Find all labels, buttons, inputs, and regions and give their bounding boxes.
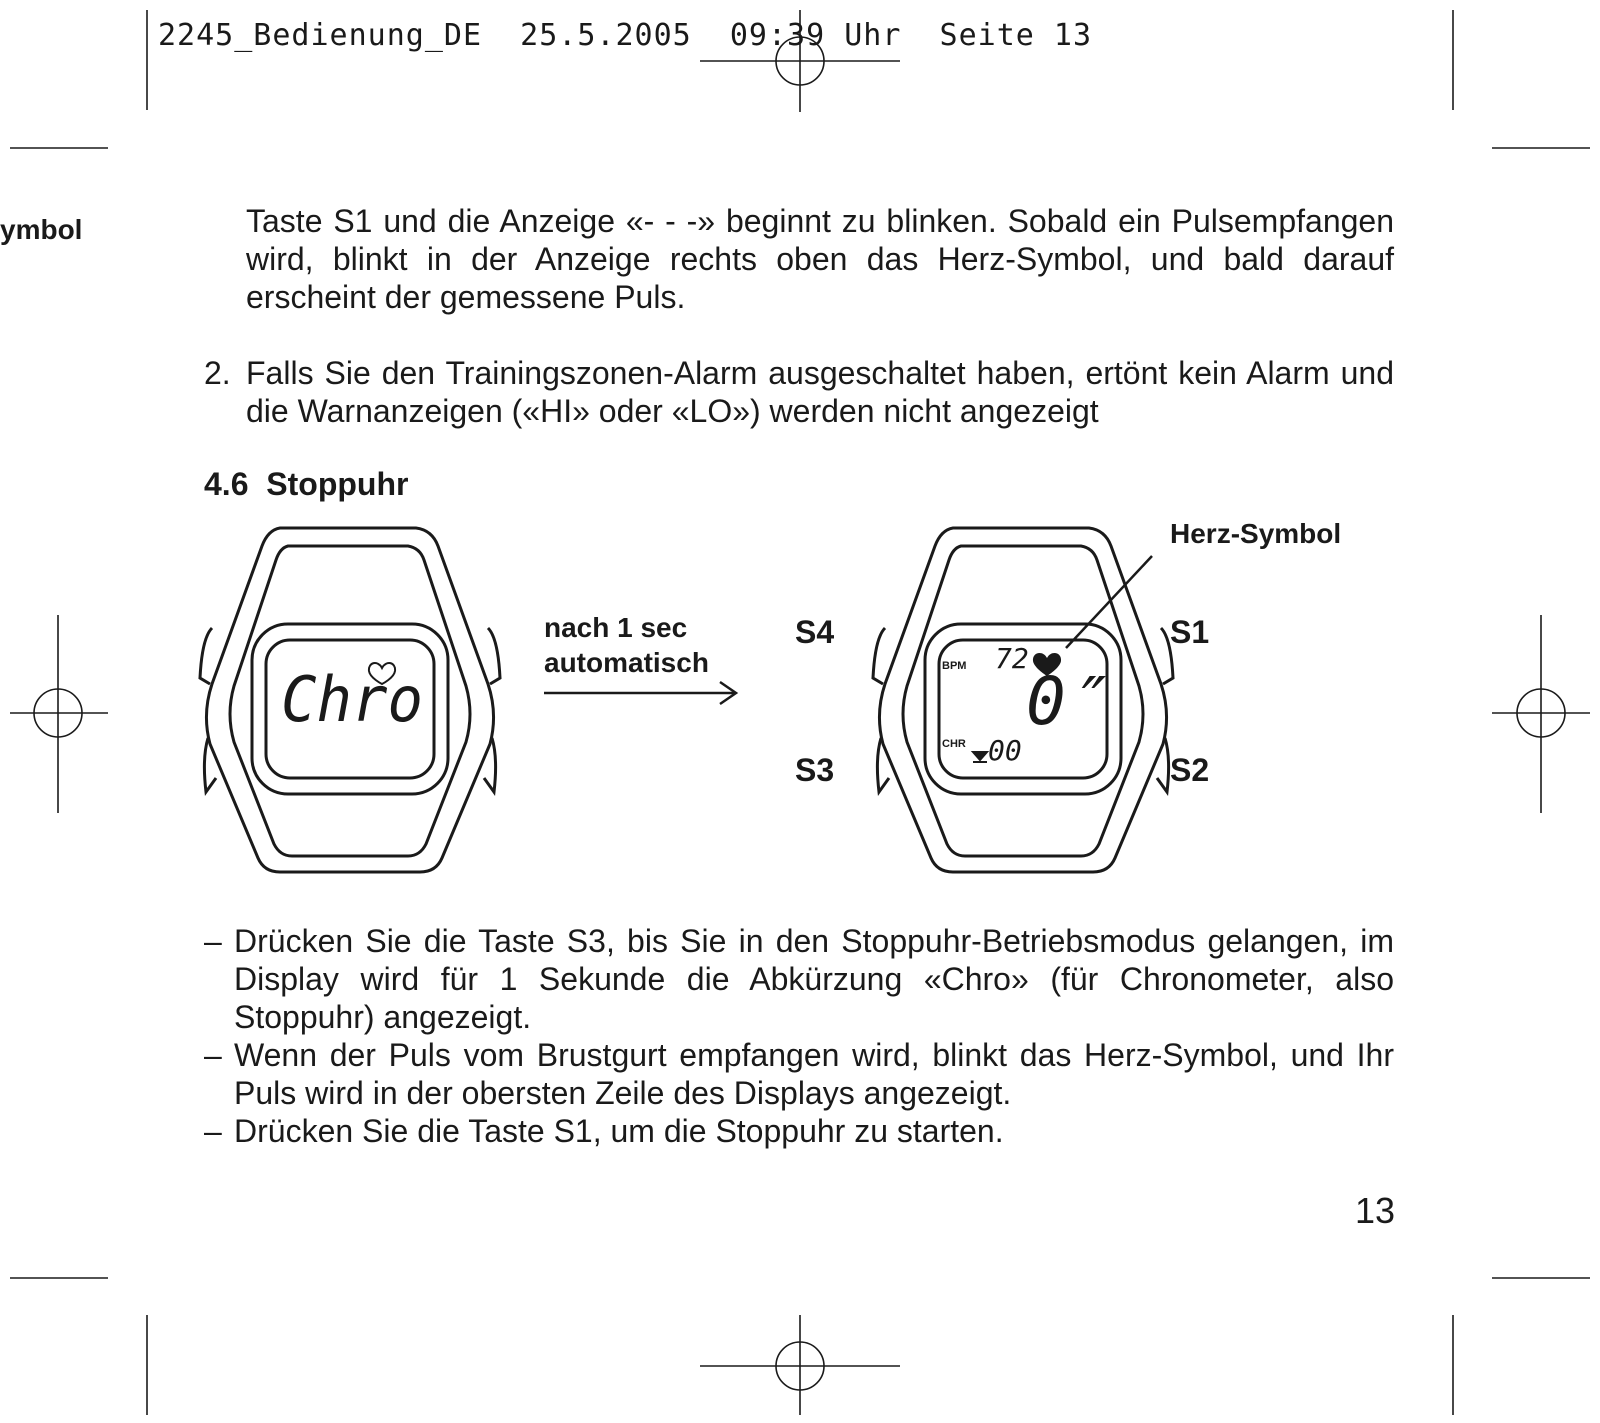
arrow-label-line1: nach 1 sec (544, 612, 688, 643)
list-item (204, 922, 1394, 1036)
button-label-s1: S1 (1170, 614, 1210, 650)
list-item-text: Wenn der Puls vom Brustgurt empfangen wird, blinkt das Herz-Symbol, und Ihr Puls wird in der obersten Zeile des Displays angezeigt. (234, 1037, 1394, 1111)
page-number: 13 (1355, 1190, 1396, 1231)
section-number: 4.6 (204, 466, 249, 502)
button-label-s2: S2 (1170, 752, 1210, 788)
watch-right-pulse-value: 72 (995, 642, 1029, 675)
arrow-label-line2: automatisch (544, 647, 709, 678)
list-item-text: Drücken Sie die Taste S3, bis Sie in den Stoppuhr-Betriebsmodus gelangen, im Display wird für 1 Sekunde die Abkürzung «Chro» (für Chronometer, also Stoppuhr) angezeigt. (234, 923, 1394, 1035)
transition-arrow (544, 682, 736, 704)
item-text: Falls Sie den Trainingszonen-Alarm ausgeschaltet haben, ertönt kein Alarm und die Warnanzeigen («HI» oder «LO») werden nicht angezeigt (246, 355, 1394, 429)
watch-right-bottom-value: 00 (988, 734, 1022, 767)
list-dash: – (204, 923, 222, 959)
slug-date: 25.5.2005 (520, 18, 692, 53)
slug-time: 09:39 Uhr (729, 18, 902, 53)
slug-file: 2245_Bedienung_DE (158, 18, 483, 53)
side-label: ymbol (0, 214, 83, 245)
watch-right-chr-label: CHR (942, 738, 966, 750)
watch-right (873, 528, 1173, 872)
item-number: 2. (204, 355, 231, 391)
list-item (204, 1112, 1394, 1150)
watch-left-display-text: Chro (281, 663, 423, 736)
button-label-s3: S3 (795, 752, 835, 788)
button-label-s4: S4 (795, 614, 835, 650)
watch-right-seconds-value: 0″ (1026, 663, 1106, 740)
paragraph-intro-text: Taste S1 und die Anzeige «- - -» beginnt zu blinken. Sobald ein Pulsempfangen wird, blinkt in der Anzeige rechts oben das Herz-Symbol, und bald darauf erscheint der gemessene Puls. (246, 203, 1394, 315)
list-dash: – (204, 1037, 222, 1073)
heart-symbol-label: Herz-Symbol (1170, 518, 1342, 549)
watch-right-bpm-label: BPM (942, 660, 967, 672)
instruction-list (204, 922, 1394, 1150)
slug-page: Seite 13 (939, 18, 1093, 53)
list-item-text: Drücken Sie die Taste S1, um die Stoppuhr zu starten. (234, 1113, 1004, 1149)
arrow-label (544, 610, 709, 680)
down-arrow-icon (973, 752, 987, 762)
list-item (204, 1036, 1394, 1112)
section-title: Stoppuhr (266, 466, 409, 502)
list-dash: – (204, 1113, 222, 1149)
